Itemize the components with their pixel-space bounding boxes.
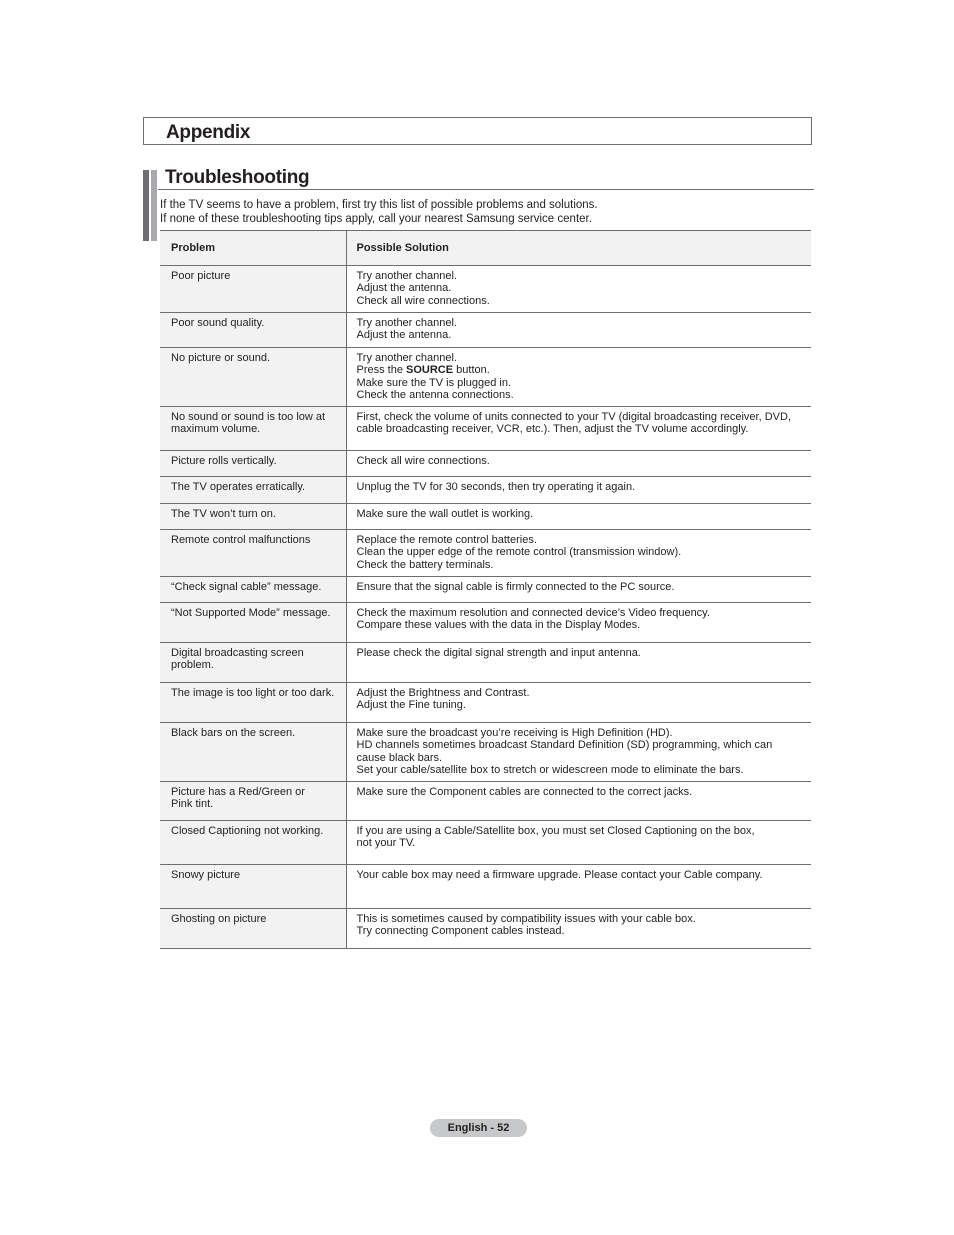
table-row xyxy=(160,266,811,313)
solution-text: Check all wire connections. xyxy=(356,294,490,307)
solution-cell xyxy=(346,821,811,865)
appendix-header-box xyxy=(143,117,812,145)
table-row xyxy=(160,643,811,683)
table-row xyxy=(160,530,811,577)
problem-cell xyxy=(160,266,346,313)
page-number-badge: English - 52 xyxy=(430,1119,527,1137)
table-row xyxy=(160,821,811,865)
solution-cell xyxy=(346,865,811,909)
solution-text: If you are using a Cable/Satellite box, you must set Closed Captioning on the box, xyxy=(356,825,755,837)
solution-text: This is sometimes caused by compatibility issues with your cable box. xyxy=(356,913,696,925)
problem-text: No sound or sound is too low at xyxy=(171,411,326,423)
solution-cell xyxy=(346,348,811,407)
solution-cell xyxy=(346,683,811,723)
solution-cell xyxy=(346,313,811,348)
table-row xyxy=(160,603,811,643)
problem-text: Picture has a Red/Green or xyxy=(171,786,305,798)
solution-text: cable broadcasting receiver, VCR, etc.). Then, adjust the TV volume accordingly. xyxy=(356,423,749,436)
solution-cell xyxy=(346,603,811,643)
problem-cell xyxy=(160,723,346,782)
problem-text: “Check signal cable” message. xyxy=(171,581,322,593)
source-button-label: SOURCE xyxy=(406,364,454,377)
problem-cell xyxy=(160,603,346,643)
problem-cell xyxy=(160,477,346,504)
problem-text: Poor sound quality. xyxy=(171,317,265,329)
solution-cell xyxy=(346,909,811,949)
problem-cell xyxy=(160,865,346,909)
solution-text xyxy=(357,364,806,376)
solution-text: Make sure the wall outlet is working. xyxy=(356,508,534,520)
solution-text: Adjust the Fine tuning. xyxy=(356,699,466,712)
table-row xyxy=(160,313,811,348)
intro-line: If the TV seems to have a problem, first try this list of possible problems and solutions. xyxy=(160,199,598,211)
problem-text: Snowy picture xyxy=(171,869,241,881)
header-solution: Possible Solution xyxy=(346,231,811,266)
solution-text: Please check the digital signal strength and input antenna. xyxy=(356,647,641,659)
solution-cell xyxy=(346,530,811,577)
table-row xyxy=(160,407,811,451)
table-header-row xyxy=(160,231,811,266)
solution-text-part: Press the xyxy=(356,364,407,377)
solution-text: cause black bars. xyxy=(356,751,443,764)
problem-cell xyxy=(160,313,346,348)
intro-text xyxy=(160,198,598,226)
problem-text: Remote control malfunctions xyxy=(171,534,311,546)
problem-text: Digital broadcasting screen xyxy=(171,647,304,659)
problem-text: Black bars on the screen. xyxy=(171,727,296,739)
table-row xyxy=(160,504,811,530)
section-divider xyxy=(158,189,814,190)
appendix-title: Appendix xyxy=(166,122,251,143)
section-marker-dark-bar xyxy=(143,170,149,241)
solution-text: not your TV. xyxy=(356,837,416,850)
solution-cell xyxy=(346,407,811,451)
problem-cell xyxy=(160,909,346,949)
solution-text: Set your cable/satellite box to stretch or widescreen mode to eliminate the bars. xyxy=(356,764,744,777)
problem-cell xyxy=(160,782,346,821)
solution-text: HD channels sometimes broadcast Standard Definition (SD) programming, which can xyxy=(356,739,773,752)
solution-text: Make sure the TV is plugged in. xyxy=(356,376,511,389)
solution-cell xyxy=(346,477,811,504)
solution-cell xyxy=(346,266,811,313)
section-title: Troubleshooting xyxy=(165,167,310,188)
problem-cell xyxy=(160,577,346,603)
table-row xyxy=(160,683,811,723)
solution-text: Make sure the Component cables are connected to the correct jacks. xyxy=(356,786,693,798)
problem-text: maximum volume. xyxy=(171,423,261,436)
problem-cell xyxy=(160,407,346,451)
solution-text: Try another channel. xyxy=(356,317,457,329)
table-row xyxy=(160,723,811,782)
problem-text: No picture or sound. xyxy=(171,352,271,364)
problem-cell xyxy=(160,821,346,865)
header-problem: Problem xyxy=(160,231,346,266)
problem-cell xyxy=(160,683,346,723)
problem-text: “Not Supported Mode” message. xyxy=(171,607,331,619)
solution-text: Adjust the Brightness and Contrast. xyxy=(356,687,530,699)
solution-text: Adjust the antenna. xyxy=(356,282,452,295)
table-row xyxy=(160,451,811,477)
table-row xyxy=(160,782,811,821)
solution-cell xyxy=(346,504,811,530)
problem-text: Poor picture xyxy=(171,270,231,282)
intro-line: If none of these troubleshooting tips apply, call your nearest Samsung service center. xyxy=(160,213,592,225)
solution-text: Make sure the broadcast you’re receiving is High Definition (HD). xyxy=(356,727,673,739)
problem-cell xyxy=(160,348,346,407)
solution-text: Your cable box may need a firmware upgrade. Please contact your Cable company. xyxy=(356,869,763,881)
problem-text: The TV operates erratically. xyxy=(171,481,306,493)
solution-text: Replace the remote control batteries. xyxy=(356,534,537,546)
solution-text-part: button. xyxy=(453,364,490,377)
table-row xyxy=(160,477,811,504)
table-row xyxy=(160,865,811,909)
solution-cell xyxy=(346,723,811,782)
table-row xyxy=(160,348,811,407)
problem-cell xyxy=(160,504,346,530)
solution-text: Unplug the TV for 30 seconds, then try operating it again. xyxy=(356,481,636,493)
problem-cell xyxy=(160,530,346,577)
solution-text: Check the battery terminals. xyxy=(356,558,494,571)
solution-text: Check all wire connections. xyxy=(356,455,490,467)
solution-text: Try another channel. xyxy=(356,352,457,364)
solution-text: Check the maximum resolution and connected device’s Video frequency. xyxy=(356,607,710,619)
troubleshooting-table xyxy=(160,230,811,949)
solution-text: Ensure that the signal cable is firmly connected to the PC source. xyxy=(356,581,675,593)
solution-text: Check the antenna connections. xyxy=(356,389,514,402)
solution-text: Try another channel. xyxy=(356,270,457,282)
solution-cell xyxy=(346,451,811,477)
problem-text: Picture rolls vertically. xyxy=(171,455,277,467)
problem-cell xyxy=(160,451,346,477)
table-row xyxy=(160,577,811,603)
solution-cell xyxy=(346,643,811,683)
problem-text: Ghosting on picture xyxy=(171,913,267,925)
problem-cell xyxy=(160,643,346,683)
solution-cell xyxy=(346,577,811,603)
problem-text: Closed Captioning not working. xyxy=(171,825,324,837)
solution-text: First, check the volume of units connected to your TV (digital broadcasting receiver, DVD, xyxy=(356,411,791,423)
problem-text: The image is too light or too dark. xyxy=(171,687,335,699)
problem-text: Pink tint. xyxy=(171,798,214,811)
section-marker-light-bar xyxy=(151,170,157,241)
solution-text: Clean the upper edge of the remote control (transmission window). xyxy=(356,546,682,559)
problem-text: The TV won’t turn on. xyxy=(171,508,276,520)
solution-text: Compare these values with the data in the Display Modes. xyxy=(356,619,641,632)
table-row xyxy=(160,909,811,949)
solution-text: Try connecting Component cables instead. xyxy=(356,925,565,938)
solution-cell xyxy=(346,782,811,821)
problem-text: problem. xyxy=(171,659,214,672)
solution-text: Adjust the antenna. xyxy=(356,329,452,342)
